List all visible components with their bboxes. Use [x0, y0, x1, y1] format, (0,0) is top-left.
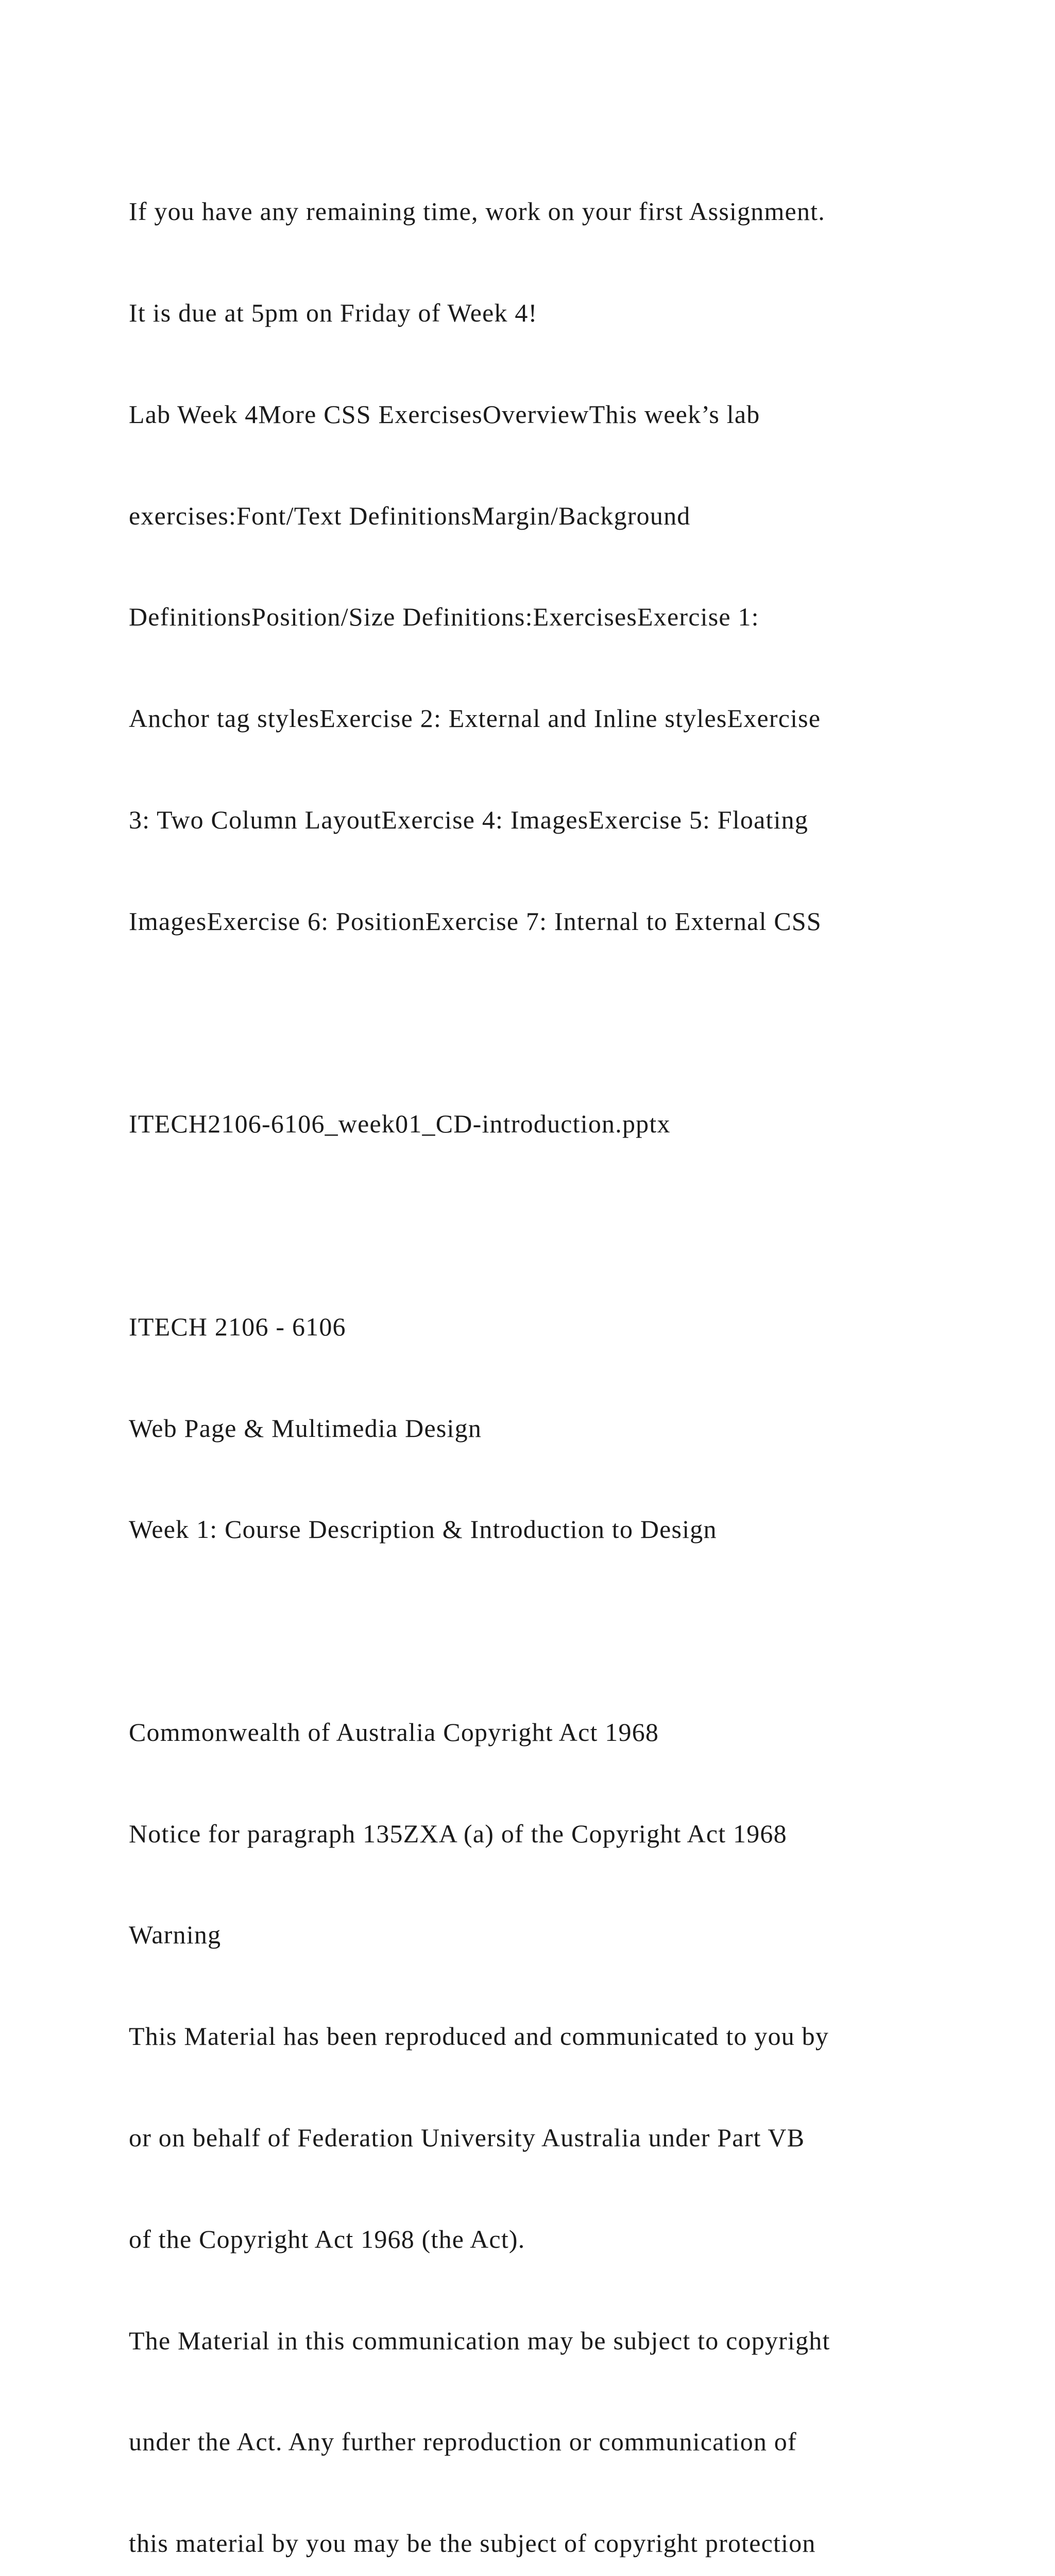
copyright-body-line-5: under the Act. Any further reproduction or communication of — [129, 2427, 797, 2456]
due-date-line: It is due at 5pm on Friday of Week 4! — [129, 298, 538, 327]
copyright-body-line-2: or on behalf of Federation University Australia under Part VB — [129, 2123, 805, 2153]
lab-overview-line-4: Anchor tag stylesExercise 2: External and Inline stylesExercise — [129, 704, 821, 733]
lab-overview-line-2: exercises:Font/Text DefinitionsMargin/Background — [129, 501, 691, 530]
copyright-body-line-3: of the Copyright Act 1968 (the Act). — [129, 2224, 525, 2253]
course-title-line: Web Page & Multimedia Design — [129, 1413, 482, 1443]
spacer — [129, 1209, 953, 1243]
course-code-line: ITECH 2106 - 6106 — [129, 1312, 346, 1341]
copyright-body-line-6: this material by you may be the subject of copyright protection — [129, 2529, 816, 2558]
copyright-notice-line: Notice for paragraph 135ZXA (a) of the Copyright Act 1968 — [129, 1819, 787, 1848]
warning-line: Warning — [129, 1920, 222, 1950]
lab-overview-line-5: 3: Two Column LayoutExercise 4: ImagesExercise 5: Floating — [129, 805, 809, 834]
file-name-line: ITECH2106-6106_week01_CD-introduction.pptx — [129, 1109, 671, 1139]
lab-overview-line-3: DefinitionsPosition/Size Definitions:ExercisesExercise 1: — [129, 602, 759, 632]
copyright-heading-line: Commonwealth of Australia Copyright Act 1968 — [129, 1717, 659, 1747]
document-text — [129, 127, 953, 2576]
spacer — [129, 1614, 953, 1648]
week-title-line: Week 1: Course Description & Introduction to Design — [129, 1515, 717, 1544]
copyright-body-line-1: This Material has been reproduced and communicated to you by — [129, 2022, 829, 2051]
copyright-body-line-4: The Material in this communication may be subject to copyright — [129, 2326, 830, 2355]
lab-overview-line-6: ImagesExercise 6: PositionExercise 7: Internal to External CSS — [129, 906, 822, 936]
lab-overview-line-1: Lab Week 4More CSS ExercisesOverviewThis week’s lab — [129, 399, 760, 429]
spacer — [129, 1006, 953, 1040]
assignment-reminder-line: If you have any remaining time, work on your first Assignment. — [129, 197, 825, 226]
